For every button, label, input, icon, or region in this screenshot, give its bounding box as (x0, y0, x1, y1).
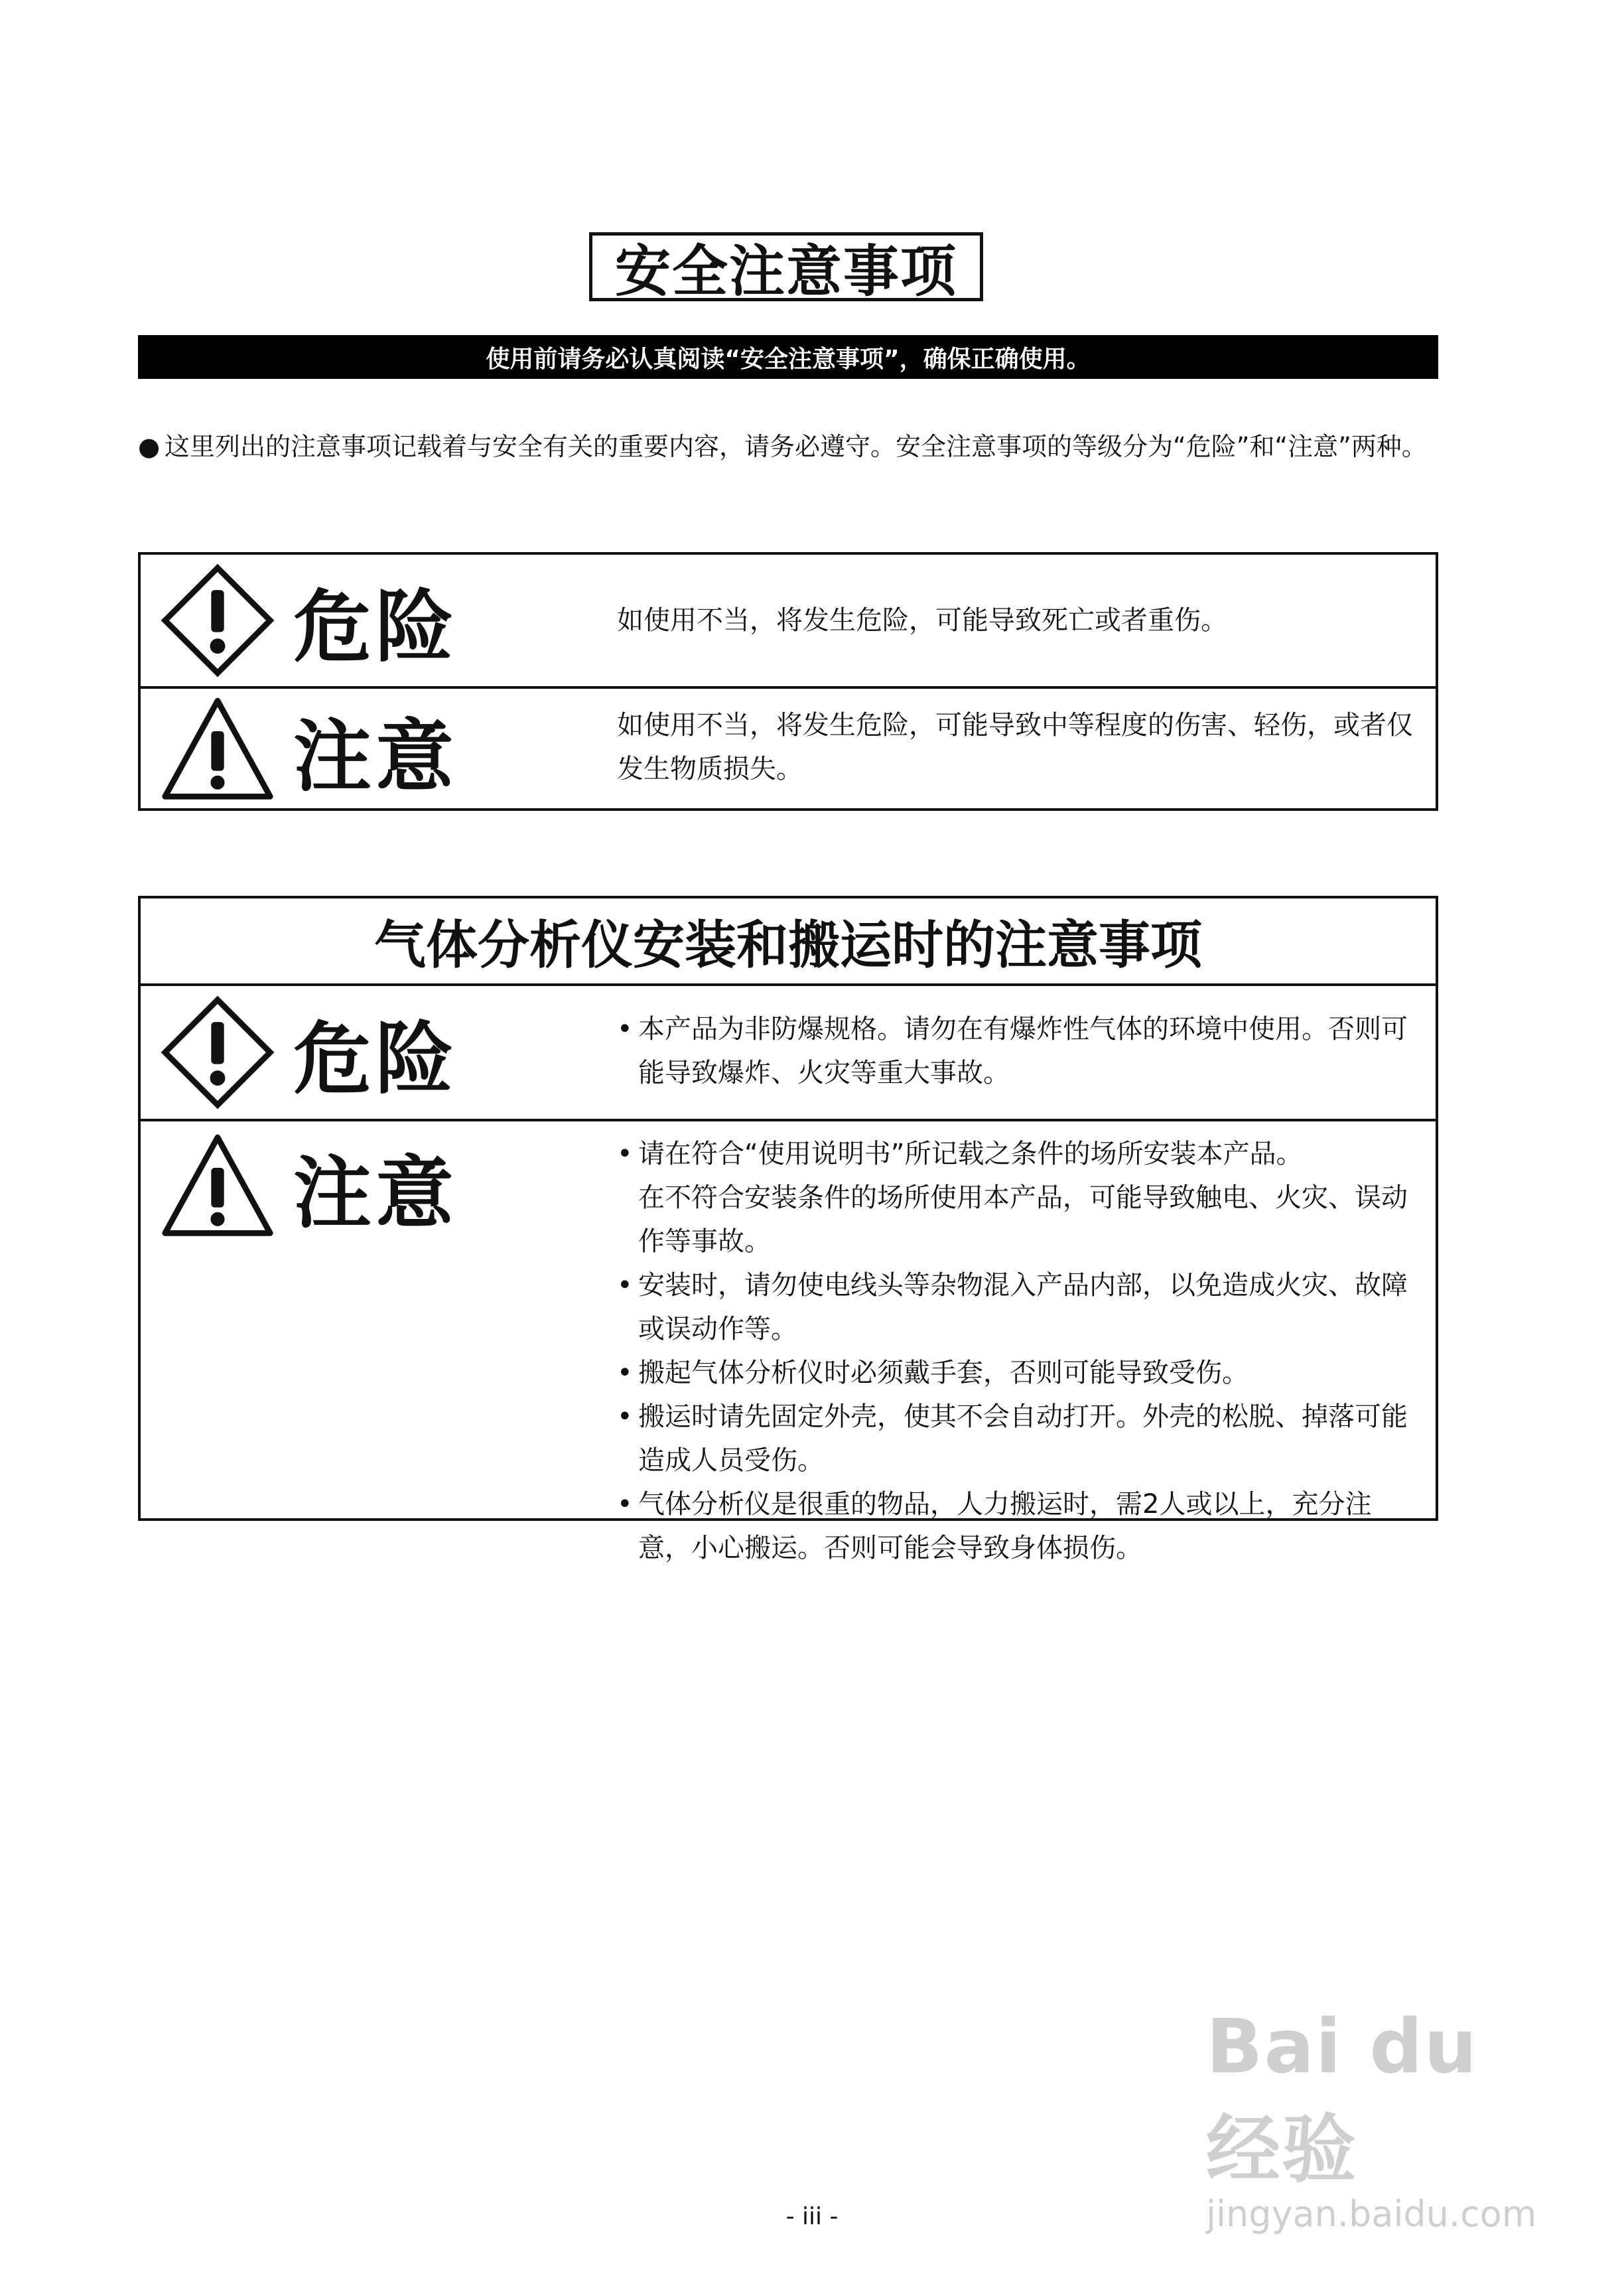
hazard-level-legend (138, 552, 1438, 811)
page-title: 安全注意事项 (589, 232, 983, 301)
section-caution-row (141, 1119, 1436, 1563)
section-danger-label: 危险 (293, 1013, 458, 1105)
caution-description: 如使用不当，将发生危险，可能导致中等程度的伤害、轻伤，或者仅发生物质损失。 (617, 710, 1413, 784)
exclamation-diamond-icon (159, 994, 276, 1111)
list-item: • 搬运时请先固定外壳，使其不会自动打开。外壳的松脱、掉落可能造成人员受伤。 (617, 1401, 1408, 1476)
list-item: • 本产品为非防爆规格。请勿在有爆炸性气体的环境中使用。否则可能导致爆炸、火灾等重大事故。 (617, 1014, 1408, 1088)
intro-paragraph (138, 425, 1438, 468)
section-danger-row (141, 986, 1436, 1119)
exclamation-diamond-icon (159, 562, 276, 679)
danger-description: 如使用不当，将发生危险，可能导致死亡或者重伤。 (617, 605, 1227, 636)
legend-row-caution (141, 686, 1436, 811)
baidu-watermark (1206, 2004, 1551, 2235)
page-number: - iii - (785, 2203, 839, 2230)
installation-transport-precautions (138, 896, 1438, 1563)
list-item-sub: 在不符合安装条件的场所使用本产品，可能导致触电、火灾、误动作等事故。 (638, 1182, 1408, 1257)
caution-label: 注意 (293, 711, 458, 802)
section-danger-list (617, 1007, 1422, 1095)
intro-bullet: ● (138, 432, 161, 461)
list-item: • 安装时，请勿使电线头等杂物混入产品内部，以免造成火灾、故障或误动作等。 (617, 1270, 1408, 1344)
watermark-url: jingyan.baidu.com (1206, 2193, 1537, 2235)
list-item: • 气体分析仪是很重的物品，人力搬运时，需2人或以上，充分注意，小心搬运。否则可能会导致身体损伤。 (617, 1489, 1372, 1563)
legend-row-danger (141, 555, 1436, 686)
danger-label: 危险 (293, 581, 458, 673)
read-before-use-banner: 使用前请务必认真阅读“安全注意事项”，确保正确使用。 (138, 335, 1438, 379)
warning-triangle-icon (159, 1128, 276, 1245)
section-title: 气体分析仪安装和搬运时的注意事项 (141, 898, 1436, 986)
watermark-brand: Bai du 经验 (1206, 2004, 1479, 2193)
section-caution-list (617, 1132, 1422, 1570)
warning-triangle-icon (159, 691, 276, 808)
list-item: • 搬起气体分析仪时必须戴手套，否则可能导致受伤。 (617, 1358, 1249, 1388)
list-item: • 请在符合“使用说明书”所记载之条件的场所安装本产品。 (617, 1139, 1303, 1169)
intro-text: 这里列出的注意事项记载着与安全有关的重要内容，请务必遵守。安全注意事项的等级分为“危险”和“注意”两种。 (165, 432, 1427, 461)
section-caution-label: 注意 (293, 1147, 458, 1239)
